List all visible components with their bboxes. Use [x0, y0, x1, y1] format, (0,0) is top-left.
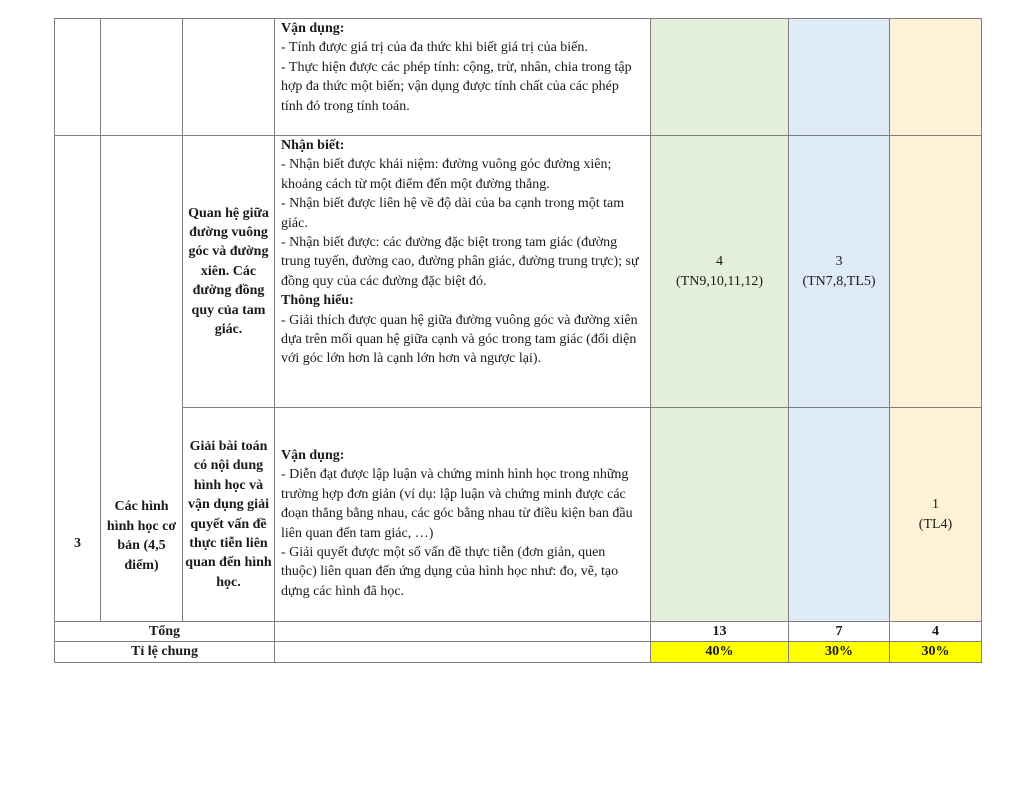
ratio-thong-hieu: 30%	[789, 642, 890, 662]
specification-matrix-table	[54, 18, 982, 663]
ratio-row	[55, 642, 982, 662]
level-label: Nhận biết:	[281, 138, 345, 153]
thong-hieu-count-cell	[789, 136, 890, 408]
topic-title: Các hình hình học cơ bản (4,5 điểm)	[101, 136, 183, 622]
level-label: Vận dụng:	[281, 448, 345, 463]
ratio-van-dung: 30%	[890, 642, 982, 662]
requirement-line: - Tính được giá trị của đa thức khi biết giá trị của biến.	[281, 40, 588, 56]
content-title: Giải bài toán có nội dung hình học và vận dụng giải quyết vấn đề thực tiễn liên quan đến hình học.	[183, 408, 275, 622]
thong-hieu-count-cell	[789, 19, 890, 136]
question-count: 3	[835, 254, 843, 270]
topic-cell	[101, 19, 183, 136]
requirement-line: - Giải quyết được một số vấn đề thực tiễn (đơn giản, quen thuộc) liên quan đến ứng dụng của hình học như: đo, vẽ, tạo dựng các hình đã học.	[281, 545, 619, 599]
requirement-line: - Nhận biết được: các đường đặc biệt trong tam giác (đường trung tuyến, đường cao, đường phân giác, đường trung trực); sự đồng quy của các đường đặc biệt đó.	[281, 235, 639, 289]
requirement-line: - Thực hiện được các phép tính: cộng, trừ, nhân, chia trong tập hợp đa thức một biến; vận dụng được tính chất của các phép tính đó trong tính toán.	[281, 59, 632, 114]
van-dung-count-cell	[890, 136, 982, 408]
nhan-biet-count-cell	[651, 19, 789, 136]
requirement-line: - Diễn đạt được lập luận và chứng minh hình học trong những trường hợp đơn giản (ví dụ: lập luận và chứng minh được các đoạn thẳng bằng nhau, các góc bằng nhau từ điều kiện ban đầu liên quan đến tam giác, …)	[281, 467, 633, 541]
question-ref: (TN9,10,11,12)	[676, 273, 763, 289]
number-cell	[55, 19, 101, 136]
question-ref: (TN7,8,TL5)	[802, 273, 876, 289]
requirement-line: - Giải thích được quan hệ giữa đường vuông góc và đường xiên dựa trên mối quan hệ giữa cạnh và góc trong tam giác (đối diện với góc lớn hơn là cạnh lớn hơn và ngược lại).	[281, 312, 638, 367]
van-dung-count-cell	[890, 408, 982, 622]
empty-cell	[275, 622, 651, 642]
requirement-description-cell	[275, 136, 651, 408]
content-cell	[183, 19, 275, 136]
empty-cell	[275, 642, 651, 662]
total-van-dung: 4	[890, 622, 982, 642]
ratio-label: Tỉ lệ chung	[55, 642, 275, 662]
level-label: Vận dụng:	[281, 21, 345, 36]
requirement-line: - Nhận biết được liên hệ về độ dài của ba cạnh trong một tam giác.	[281, 196, 625, 231]
table-row	[55, 19, 982, 136]
nhan-biet-count-cell	[651, 408, 789, 622]
question-ref: (TL4)	[918, 516, 953, 532]
nhan-biet-count-cell	[651, 136, 789, 408]
question-count: 1	[932, 497, 939, 513]
total-nhan-biet: 13	[651, 622, 789, 642]
question-count: 4	[716, 254, 723, 270]
ratio-nhan-biet: 40%	[651, 642, 789, 662]
table-row	[55, 408, 982, 622]
section-number: 3	[55, 136, 101, 622]
content-title: Quan hệ giữa đường vuông góc và đường xiên. Các đường đồng quy của tam giác.	[183, 136, 275, 408]
van-dung-count-cell	[890, 19, 982, 136]
thong-hieu-count-cell	[789, 408, 890, 622]
requirement-description-cell	[275, 408, 651, 622]
table-row	[55, 136, 982, 408]
total-thong-hieu: 7	[789, 622, 890, 642]
level-label: Thông hiểu:	[281, 293, 354, 309]
requirement-line: - Nhận biết được khái niệm: đường vuông góc đường xiên; khoảng cách từ một điểm đến một đường thẳng.	[281, 157, 612, 192]
requirement-description-cell	[275, 19, 651, 136]
total-row	[55, 622, 982, 642]
total-label: Tổng	[55, 622, 275, 642]
